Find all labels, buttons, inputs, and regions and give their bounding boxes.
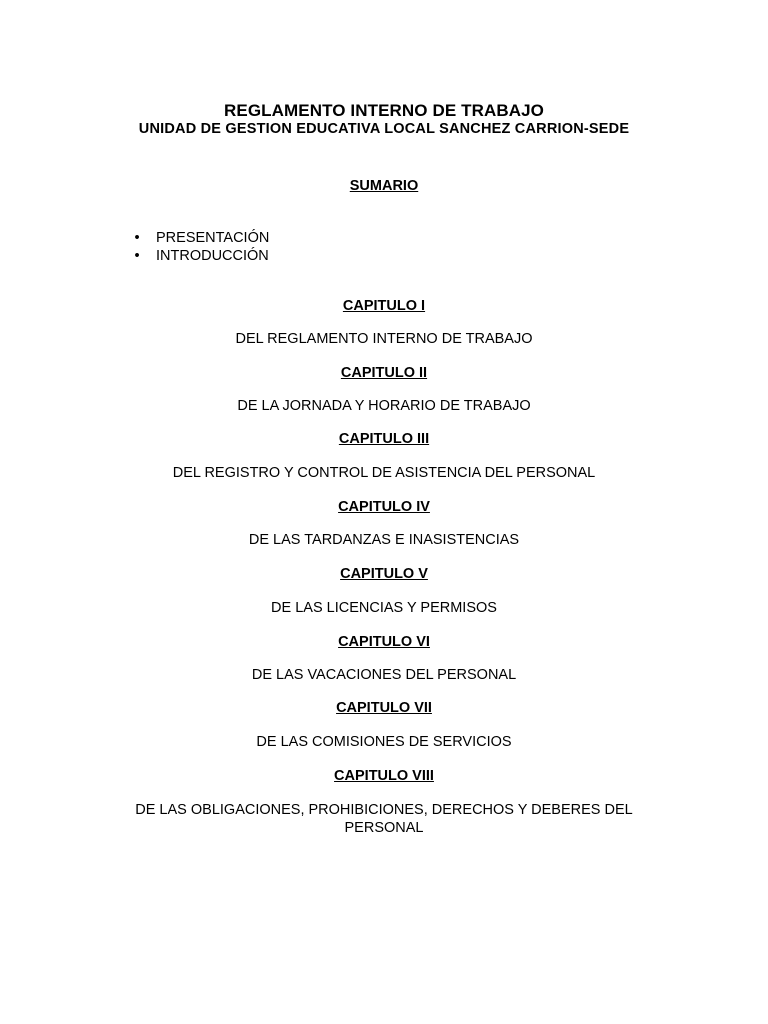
list-item-label: PRESENTACIÓN (156, 230, 270, 246)
chapter-title: DE LAS OBLIGACIONES, PROHIBICIONES, DERECHOS Y DEBERES DEL PERSONAL (135, 802, 633, 836)
chapter-title: DE LAS LICENCIAS Y PERMISOS (271, 600, 497, 616)
chapter-heading: CAPITULO V (340, 566, 428, 582)
document-subtitle: UNIDAD DE GESTION EDUCATIVA LOCAL SANCHEZ CARRION-SEDE (138, 121, 630, 137)
chapter-title: DE LAS TARDANZAS E INASISTENCIAS (248, 532, 520, 548)
list-item (130, 248, 269, 266)
sumario-heading: SUMARIO (349, 178, 419, 194)
chapter-heading: CAPITULO VII (336, 700, 432, 716)
chapter-heading: CAPITULO VI (338, 634, 430, 650)
chapter-heading: CAPITULO III (338, 431, 430, 447)
chapter-heading: CAPITULO I (342, 298, 426, 314)
sumario-list (130, 230, 269, 265)
document-title: REGLAMENTO INTERNO DE TRABAJO (224, 101, 544, 120)
chapter-title: DE LAS VACACIONES DEL PERSONAL (251, 667, 517, 683)
list-item (130, 230, 269, 248)
chapter-title: DEL REGISTRO Y CONTROL DE ASISTENCIA DEL PERSONAL (172, 465, 596, 481)
chapter-title: DE LA JORNADA Y HORARIO DE TRABAJO (237, 398, 531, 414)
bullet-icon: • (134, 247, 140, 264)
bullet-icon: • (134, 230, 140, 246)
chapter-title: DEL REGLAMENTO INTERNO DE TRABAJO (235, 331, 533, 347)
chapter-heading: CAPITULO II (340, 365, 428, 381)
chapter-heading: CAPITULO IV (338, 499, 430, 515)
list-item-label: INTRODUCCIÓN (156, 247, 269, 264)
chapter-title: DE LAS COMISIONES DE SERVICIOS (256, 734, 512, 750)
chapter-heading: CAPITULO VIII (334, 768, 434, 784)
